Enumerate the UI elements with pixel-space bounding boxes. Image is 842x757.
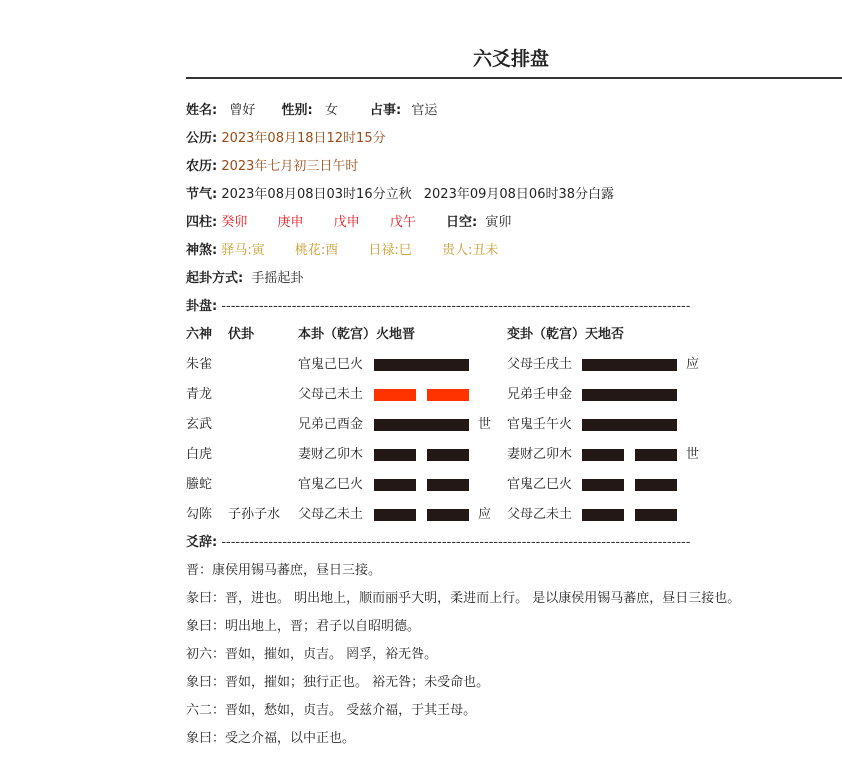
gua-row [186, 505, 842, 525]
moving-yao-line [427, 389, 469, 401]
yin-yao-line [427, 449, 469, 461]
yang-yao-line [374, 419, 469, 431]
gender-label: 性别: [281, 103, 313, 118]
info-row-name [186, 101, 437, 121]
shensha-rilu: 日禄:巳 [368, 243, 412, 258]
biangua-shiying-mark: 世 [686, 447, 700, 462]
jieqi-value-2: 2023年09月08日06时38分白露 [423, 187, 615, 202]
info-row-shensha [186, 241, 498, 261]
lunar-label: 农历: [186, 159, 218, 174]
yin-yao-line [374, 479, 416, 491]
pillar-hour: 戊午 [389, 215, 416, 230]
pillars-label: 四柱: [186, 215, 218, 230]
bengua-yao-label: 父母己未土 [298, 387, 364, 402]
method-label: 起卦方式: [186, 271, 244, 286]
biangua-yao-label: 妻财乙卯木 [507, 447, 573, 462]
text-line: 象曰：明出地上，晋；君子以自昭明德。 [186, 619, 421, 634]
header-fugua: 伏卦 [228, 327, 255, 342]
title-divider [186, 77, 842, 79]
text-line: 象曰：受之介福，以中正也。 [186, 731, 356, 746]
yin-yao-line [427, 479, 469, 491]
liushen-label: 青龙 [186, 387, 213, 402]
info-row-solar [186, 129, 386, 149]
matter-value: 官运 [411, 103, 438, 118]
bengua-shiying-mark: 世 [478, 417, 492, 432]
biangua-yao-label: 兄弟壬申金 [507, 387, 573, 402]
text-line: 晋：康侯用锡马蕃庶，昼日三接。 [186, 563, 382, 578]
yaoci-label: 爻辞: [186, 535, 218, 550]
page-title: 六爻排盘 [472, 48, 549, 70]
jieqi-label: 节气: [186, 187, 218, 202]
kong-label: 日空: [445, 215, 478, 230]
bengua-yao-label: 父母乙未土 [298, 507, 364, 522]
text-line: 彖曰：晋，进也。 明出地上，顺而丽乎大明，柔进而上行。 是以康侯用锡马蕃庶，昼日三接也。 [186, 591, 741, 606]
biangua-yao-label: 父母壬戌土 [507, 357, 573, 372]
biangua-shiying-mark: 应 [686, 357, 700, 372]
gua-row [186, 445, 842, 465]
moving-yao-line [374, 389, 416, 401]
yin-yao-line [635, 509, 677, 521]
yin-yao-line [374, 509, 416, 521]
biangua-yao-label: 官鬼壬午火 [507, 417, 573, 432]
yang-yao-line [374, 359, 469, 371]
solar-label: 公历: [186, 131, 218, 146]
header-bengua: 本卦（乾宫）火地晋 [298, 327, 416, 342]
gender-value: 女 [324, 103, 338, 118]
yin-yao-line [582, 509, 624, 521]
yin-yao-line [582, 449, 624, 461]
biangua-yao-label: 官鬼乙巳火 [507, 477, 573, 492]
info-row-jieqi [186, 185, 614, 205]
gua-row [186, 415, 842, 435]
bengua-yao-label: 妻财乙卯木 [298, 447, 364, 462]
info-row-lunar [186, 157, 358, 177]
shensha-label: 神煞: [186, 243, 218, 258]
shensha-guiren: 贵人:丑未 [441, 243, 499, 258]
shensha-yima: 驿马:寅 [221, 243, 265, 258]
yin-yao-line [427, 509, 469, 521]
pillar-year: 癸卯 [221, 215, 248, 230]
text-line: 初六：晋如，摧如，贞吉。 罔孚，裕无咎。 [186, 647, 438, 662]
yin-yao-line [582, 479, 624, 491]
yang-yao-line [582, 389, 677, 401]
pillar-day: 戊申 [333, 215, 360, 230]
gua-row [186, 385, 842, 405]
gua-table-header [186, 325, 842, 345]
guapan-row [186, 297, 706, 317]
bengua-yao-label: 官鬼己巳火 [298, 357, 364, 372]
text-line: 象曰：晋如，摧如；独行正也。 裕无咎；未受命也。 [186, 675, 490, 690]
jieqi-value-1: 2023年08月08日03时16分立秋 [221, 187, 412, 202]
info-row-pillars [186, 213, 511, 233]
kong-value: 寅卯 [485, 215, 512, 230]
guapan-dashes: ---------------------------------------------------------------------------------------------------- [221, 299, 691, 314]
name-label: 姓名: [186, 103, 218, 118]
liushen-label: 勾陈 [186, 507, 213, 522]
header-liushen: 六神 [186, 327, 213, 342]
yin-yao-line [635, 479, 677, 491]
liushen-label: 朱雀 [186, 357, 213, 372]
liushen-label: 玄武 [186, 417, 213, 432]
shensha-taohua: 桃花:酉 [294, 243, 339, 258]
bengua-yao-label: 官鬼乙巳火 [298, 477, 364, 492]
yang-yao-line [582, 359, 677, 371]
solar-value: 2023年08月18日12时15分 [221, 131, 386, 146]
guapan-label: 卦盘: [186, 299, 218, 314]
liushen-label: 白虎 [186, 447, 213, 462]
lunar-value: 2023年七月初三日午时 [221, 159, 359, 174]
gua-row [186, 475, 842, 495]
method-value: 手摇起卦 [251, 271, 304, 286]
yin-yao-line [635, 449, 677, 461]
yang-yao-line [582, 419, 677, 431]
text-line: 六二：晋如，愁如，贞吉。 受兹介福，于其王母。 [186, 703, 477, 718]
yaoci-dashes: ---------------------------------------------------------------------------------------------------- [221, 535, 691, 550]
fugua-label: 子孙子水 [228, 507, 281, 522]
name-value: 曾好 [229, 103, 256, 118]
bengua-yao-label: 兄弟己酉金 [298, 417, 364, 432]
pillar-month: 庚申 [277, 215, 304, 230]
biangua-yao-label: 父母乙未土 [507, 507, 573, 522]
gua-row [186, 355, 842, 375]
bengua-shiying-mark: 应 [478, 507, 492, 522]
yin-yao-line [374, 449, 416, 461]
info-row-method [186, 269, 303, 289]
liushen-label: 螣蛇 [186, 477, 213, 492]
yaoci-row [186, 533, 706, 553]
header-biangua: 变卦（乾宫）天地否 [507, 327, 625, 342]
matter-label: 占事: [370, 103, 402, 118]
